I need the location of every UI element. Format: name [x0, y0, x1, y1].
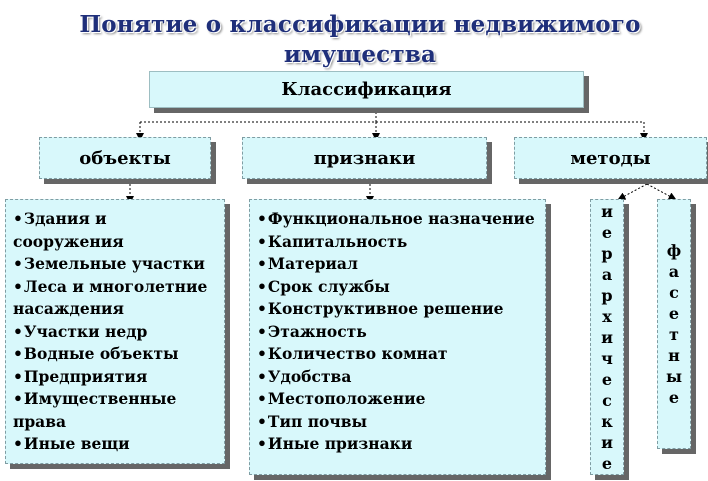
diagram-title-line-2: имущества — [283, 41, 437, 68]
hierarchical-method-arrow — [621, 184, 647, 198]
vertical-letter: ы — [665, 367, 683, 386]
list-item: • Количество комнат — [257, 343, 539, 366]
list-item: • Здания и сооружения — [13, 208, 218, 253]
vertical-letter: с — [669, 283, 679, 302]
list-item: • Местоположение — [257, 388, 539, 411]
list-item: • Капитальность — [257, 231, 539, 254]
vertical-letter: к — [601, 411, 613, 431]
objects-list — [6, 200, 224, 456]
vertical-letter: ф — [666, 241, 682, 260]
list-item: • Леса и многолетние насаждения — [13, 276, 218, 321]
list-item: • Предприятия — [13, 366, 218, 389]
faceted-method-box — [657, 199, 691, 449]
hierarchical-method-label — [601, 201, 613, 474]
list-item: • Срок службы — [257, 276, 539, 299]
hierarchical-method-box — [590, 199, 624, 475]
list-item: • Имущественные права — [13, 388, 218, 433]
list-item: • Функциональное назначение — [257, 208, 539, 231]
methods-box — [514, 137, 707, 179]
vertical-letter: е — [668, 388, 680, 407]
list-item: • Материал — [257, 253, 539, 276]
classification-label: Классификация — [281, 79, 452, 100]
features-list — [250, 200, 545, 456]
vertical-letter: а — [668, 262, 680, 281]
objects-list-box — [5, 199, 225, 464]
faceted-method-arrow — [647, 184, 673, 198]
vertical-letter: е — [601, 369, 613, 389]
vertical-letter: н — [668, 346, 680, 365]
features-label: признаки — [313, 147, 416, 169]
vertical-letter: е — [668, 304, 680, 323]
vertical-letter: т — [669, 325, 679, 344]
features-box — [242, 137, 487, 179]
objects-box — [39, 137, 211, 179]
vertical-letter: р — [601, 243, 613, 263]
diagram-title-line-1: Понятие о классификации недвижимого — [79, 11, 641, 38]
list-item: • Тип почвы — [257, 411, 539, 434]
methods-label: методы — [570, 147, 651, 169]
list-item: • Земельные участки — [13, 253, 218, 276]
vertical-letter: а — [601, 264, 613, 284]
vertical-letter: ч — [601, 348, 613, 368]
features-list-box — [249, 199, 546, 475]
list-item: • Этажность — [257, 321, 539, 344]
vertical-letter: и — [601, 432, 613, 452]
list-item: • Иные вещи — [13, 433, 218, 456]
classification-box — [149, 71, 584, 108]
vertical-letter: и — [601, 327, 613, 347]
vertical-letter: с — [602, 390, 612, 410]
list-item: • Удобства — [257, 366, 539, 389]
vertical-letter: е — [601, 222, 613, 242]
vertical-letter: е — [601, 453, 613, 473]
vertical-letter: и — [601, 201, 613, 221]
list-item: • Участки недр — [13, 321, 218, 344]
list-item: • Конструктивное решение — [257, 298, 539, 321]
objects-label: объекты — [79, 147, 171, 169]
list-item: • Водные объекты — [13, 343, 218, 366]
vertical-letter: р — [601, 285, 613, 305]
vertical-letter: х — [602, 306, 612, 326]
list-item: • Иные признаки — [257, 433, 539, 456]
diagram-title — [40, 10, 680, 70]
faceted-method-label — [666, 240, 682, 408]
